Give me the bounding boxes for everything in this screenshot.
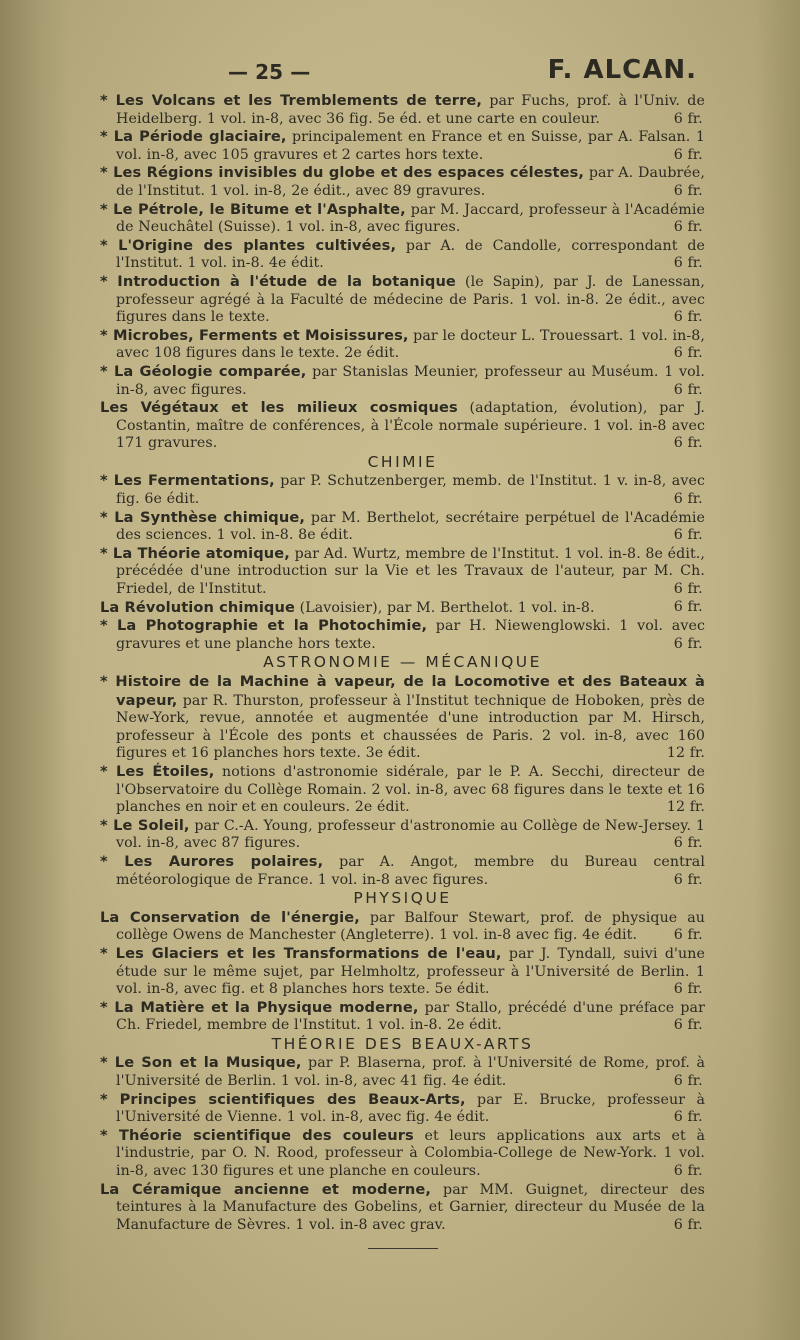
entry-title: * Les Volcans et les Tremblements de terre, [100,92,483,109]
entry-description: par J. Tyndall, suivi d'une étude sur le même sujet, par Helmholtz, professeur à l'Université de Berlin. 1 vol. in-8, avec fig. et 8 planches hors texte. 5e édit. [116,945,705,998]
section-heading: CHIMIE [367,452,438,471]
entry-description: par Stanislas Meunier, professeur au Muséum. 1 vol. in-8, avec figures. [116,363,705,398]
entry-title: La Conservation de l'énergie, [100,908,360,926]
entry-title: * Microbes, Ferments et Moisissures, [100,326,409,344]
entry-title: * Les Aurores polaires, [100,852,324,870]
entry-price: 6 fr. [673,871,703,888]
catalogue-entry [100,273,705,327]
entry-price: 6 fr. [673,835,703,852]
catalogue-entry [100,472,705,508]
page-header [100,55,705,92]
entry-price: 6 fr. [673,927,703,944]
entry-description: notions d'astronomie sidérale, par le P. A. Secchi, directeur de l'Observatoire du Collège Romain. 2 vol. in-8, avec 68 figures dans le texte et 16 planches en noir et en couleurs. 2e édit. [116,763,705,816]
entry-title: * La Synthèse chimique, [100,508,305,526]
page-shadow-right [755,0,800,1340]
catalogue-entry [100,545,705,599]
entry-description: (adaptation, évolution), par J. Costantin, maître de conférences, à l'École normale supérieure. 1 vol. in-8 avec 171 gravures. [116,400,705,452]
page-shadow-left [0,0,70,1340]
entry-title: * Les Glaciers et les Transformations de l'eau, [100,944,502,962]
entry-description: par H. Niewenglowski. 1 vol. avec gravures et une planche hors texte. [116,618,706,652]
entry-description: par P. Schutzenberger, memb. de l'Institut. 1 v. in-8, avec fig. 6e édit. [116,473,705,508]
entry-title: * La Théorie atomique, [100,544,290,562]
entry-price: 6 fr. [673,1163,703,1180]
page-number: — 25 — [228,60,311,84]
entry-title: * Les Régions invisibles du globe et des espaces célestes, [100,164,585,182]
entry-description: par A. Daubrée, de l'Institut. 1 vol. in-8, 2e édit., avec 89 gravures. [116,165,705,199]
entry-price: 6 fr. [673,219,703,236]
entry-description: par le docteur L. Trouessart. 1 vol. in-8, avec 108 figures dans le texte. 2e édit. [116,327,705,362]
entry-price: 6 fr. [673,182,703,199]
catalogue-entry [100,327,705,363]
catalogue-entry [100,945,705,999]
entry-description: par Balfour Stewart, prof. de physique au collège Owens de Manchester (Angleterre). 1 vol. in-8 avec fig. 4e édit. [116,909,705,944]
entry-title: * L'Origine des plantes cultivées, [100,236,397,254]
catalogue-entry [100,164,705,200]
catalogue-entry [100,201,705,237]
entry-price: 12 fr. [666,745,705,762]
entry-title: * La Géologie comparée, [100,362,307,380]
entry-description: par M. Berthelot, secrétaire perpétuel de l'Académie des sciences. 1 vol. in-8. 8e édit. [116,509,705,544]
entry-price: 6 fr. [673,1109,703,1126]
catalogue-entry [100,1127,705,1181]
catalogue-entry [100,909,705,945]
entry-price: 6 fr. [673,435,703,452]
section-heading: ASTRONOMIE — MÉCANIQUE [263,653,542,672]
catalogue-entry [100,1181,705,1235]
catalogue-list [100,92,705,1234]
entry-description: par Ad. Wurtz, membre de l'Institut. 1 vol. in-8. 8e édit., précédée d'une introduction sur la Vie et les Travaux de l'auteur, par M. Ch. Friedel, de l'Institut. [116,545,705,598]
entry-title: * Histoire de la Machine à vapeur, de la Locomotive et des Bateaux à vapeur, [100,673,705,709]
entry-price: 6 fr. [673,345,703,362]
entry-price: 6 fr. [673,527,703,544]
entry-description: par A. Angot, membre du Bureau central météorologique de France. 1 vol. in-8 avec figures. [116,853,706,888]
catalogue-content [100,55,706,1249]
entry-price: 6 fr. [673,981,703,998]
entry-title: * La Photographie et la Photochimie, [100,617,428,635]
entry-title: * La Matière et la Physique moderne, [100,998,419,1016]
entry-price: 6 fr. [673,1017,703,1034]
entry-description: principalement en France et en Suisse, par A. Falsan. 1 vol. in-8, avec 105 gravures et 2 cartes hors texte. [116,129,705,163]
entry-price: 6 fr. [673,1216,703,1233]
entry-price: 6 fr. [673,1073,703,1090]
catalogue-entry [100,999,705,1035]
entry-description: et leurs applications aux arts et à l'industrie, par O. N. Rood, professeur à Colombia-College de New-York. 1 vol. in-8, avec 130 figures et une planche en couleurs. [116,1127,706,1180]
entry-title: * Principes scientifiques des Beaux-Arts, [100,1090,466,1108]
catalogue-entry [100,617,705,653]
entry-title: * Théorie scientifique des couleurs [100,1126,414,1144]
catalogue-entry [100,1091,705,1127]
entry-title: * Le Soleil, [100,816,190,834]
entry-price: 6 fr. [673,491,703,508]
entry-title: La Révolution chimique [100,598,295,616]
entry-description: par R. Thurston, professeur à l'Institut technique de Hoboken, près de New-York, revue, annotée et augmentée d'une introduction par M. Hirsch, professeur à l'École des ponts et chaussées de Paris. 2 vol. in-8, avec 160 figures et 16 planches hors texte. 3e édit. [116,692,705,762]
entry-price: 6 fr. [673,110,703,127]
entry-title: * Introduction à l'étude de la botanique [100,272,456,290]
section-heading: THÉORIE DES BEAUX-ARTS [271,1034,534,1053]
entry-title: Les Végétaux et les milieux cosmiques [100,399,458,417]
catalogue-entry [100,817,705,853]
entry-title: * Le Son et la Musique, [100,1054,302,1072]
entry-price: 6 fr. [673,381,703,398]
entry-description: (Lavoisier), par M. Berthelot. 1 vol. in-8. [294,599,595,616]
entry-title: * La Période glaciaire, [100,128,287,146]
catalogue-entry [100,599,705,618]
entry-title: * Les Étoiles, [100,762,215,780]
catalogue-entry [100,92,705,128]
catalogue-entry [100,673,705,763]
entry-price: 6 fr. [673,581,703,598]
catalogue-entry [100,399,705,453]
entry-price: 6 fr. [673,598,703,615]
publisher-name: F. ALCAN. [547,55,697,85]
entry-price: 6 fr. [673,635,703,652]
entry-description: par P. Blaserna, prof. à l'Université de Rome, prof. à l'Université de Berlin. 1 vol. in-8, avec 41 fig. 4e édit. [116,1055,706,1090]
section-heading: PHYSIQUE [353,889,452,908]
entry-description: par MM. Guignet, directeur des teintures à la Manufacture des Gobelins, et Garnier, directeur du Musée de la Manufacture de Sèvres. 1 vol. in-8 avec grav. [116,1181,705,1233]
entry-description: par M. Jaccard, professeur à l'Académie de Neuchâtel (Suisse). 1 vol. in-8, avec figures. [116,201,705,236]
entry-price: 12 fr. [666,799,705,816]
entry-price: 6 fr. [673,309,703,326]
catalogue-entry [100,763,705,817]
entry-description: par A. de Candolle, correspondant de l'Institut. 1 vol. in-8. 4e édit. [116,237,705,272]
entry-description: par E. Brucke, professeur à l'Université de Vienne. 1 vol. in-8, avec fig. 4e édit. [116,1091,705,1126]
closing-rule [368,1248,438,1249]
entry-price: 6 fr. [673,255,703,272]
catalogue-entry [100,237,705,273]
catalogue-entry [100,1054,705,1090]
entry-description: par Fuchs, prof. à l'Univ. de Heidelberg. 1 vol. in-8, avec 36 fig. 5e éd. et une carte en couleur. [116,93,705,127]
entry-description: (le Sapin), par J. de Lanessan, professeur agrégé à la Faculté de médecine de Paris. 1 vol. in-8. 2e édit., avec figures dans le texte. [116,273,705,326]
catalogue-entry [100,128,705,164]
entry-price: 6 fr. [673,146,703,163]
catalogue-entry [100,509,705,545]
catalogue-entry [100,363,705,399]
entry-description: par Stallo, précédé d'une préface par Ch. Friedel, membre de l'Institut. 1 vol. in-8. 2e édit. [116,999,705,1034]
entry-title: * Les Fermentations, [100,472,275,490]
entry-title: * Le Pétrole, le Bitume et l'Asphalte, [100,200,406,218]
catalogue-entry [100,853,705,889]
entry-description: par C.-A. Young, professeur d'astronomie au Collège de New-Jersey. 1 vol. in-8, avec 87 figures. [116,817,705,852]
entry-title: La Céramique ancienne et moderne, [100,1180,431,1198]
